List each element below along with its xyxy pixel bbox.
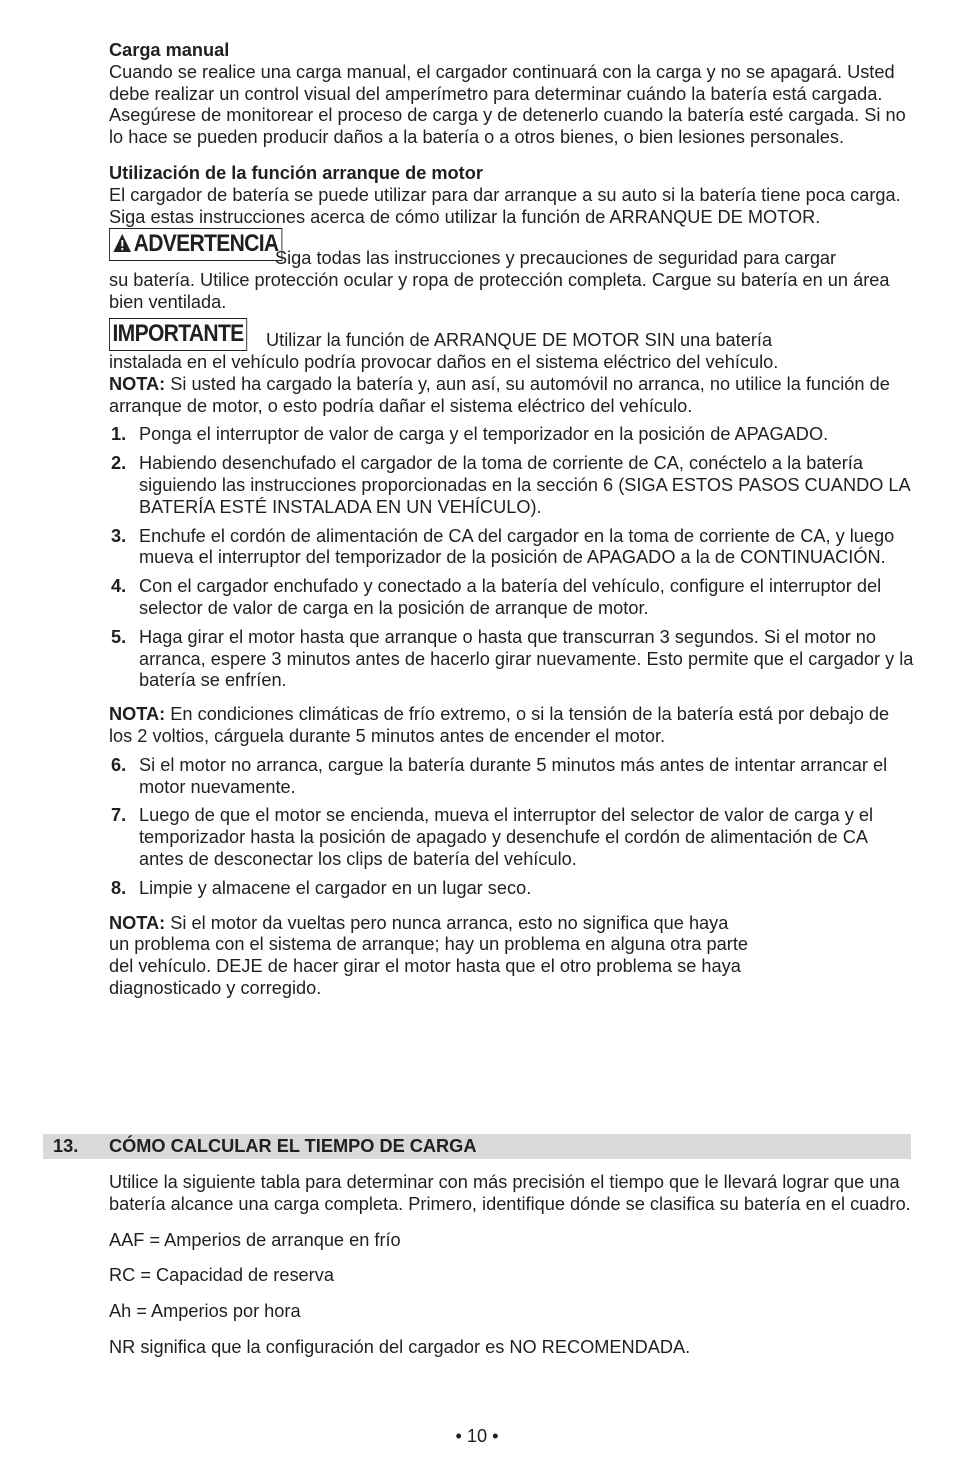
note-2-label: NOTA:: [109, 704, 166, 725]
step-number: 4.: [111, 576, 127, 597]
step-item: [109, 526, 915, 570]
important-label: IMPORTANTE: [109, 318, 247, 351]
step-text: Habiendo desenchufado el cargador de la toma de corriente de CA, conéctelo a la batería siguiendo las instrucciones proporcionadas en la sección 6 (SIGA ESTOS PASOS CUANDO LA BATERÍA ESTÉ INSTALADA EN UN VEHÍCULO).: [139, 453, 910, 517]
manual-charge-body: Cuando se realice una carga manual, el cargador continuará con la carga y no se apagará. Usted debe realizar un control visual del amperímetro para determinar cuándo la batería está cargada. Asegúrese de monitorear el proceso de carga y de detenerlo cuando la batería esté cargada. Si no lo hace se pueden producir daños a la batería o a otros bienes, o bien lesiones personales.: [109, 61, 906, 148]
step-number: 1.: [111, 424, 127, 445]
warning-label-box: [109, 228, 282, 261]
main-content: [109, 40, 915, 1000]
step-item: [109, 453, 915, 518]
definition-item: AAF = Amperios de arranque en frío: [109, 1229, 401, 1250]
step-number: 7.: [111, 805, 127, 826]
note-1-label: NOTA:: [109, 373, 166, 394]
step-item: [109, 576, 915, 620]
warning-block: [109, 228, 915, 314]
definition-item: NR significa que la configuración del cargador es NO RECOMENDADA.: [109, 1336, 691, 1357]
section-13-title: CÓMO CALCULAR EL TIEMPO DE CARGA: [109, 1136, 477, 1156]
step-number: 6.: [111, 754, 127, 775]
note-2-text: En condiciones climáticas de frío extremo, o si la tensión de la batería está por debajo de los 2 voltios, cárguela durante 5 minutos antes de encender el motor.: [109, 704, 890, 746]
note-3-line-2: un problema con el sistema de arranque; hay un problema en alguna otra parte: [109, 934, 748, 955]
important-first-line: Utilizar la función de ARRANQUE DE MOTOR SIN una batería: [266, 329, 773, 350]
important-block: [109, 318, 915, 417]
step-number: 5.: [111, 626, 127, 647]
manual-charge-section: [109, 40, 915, 149]
engine-start-heading: Utilización de la función arranque de motor: [109, 162, 483, 183]
step-item: [109, 805, 915, 870]
step-text: Si el motor no arranca, cargue la batería durante 5 minutos más antes de intentar arrancar el motor nuevamente.: [139, 754, 888, 797]
warning-label: ADVERTENCIA: [133, 230, 279, 258]
note-3-line-3: del vehículo. DEJE de hacer girar el motor hasta que el otro problema se haya: [109, 956, 741, 977]
step-item: [109, 424, 915, 446]
note-3-line-4: diagnosticado y corregido.: [109, 977, 322, 998]
step-text: Limpie y almacene el cargador en un lugar seco.: [139, 877, 532, 898]
step-item: [109, 627, 915, 692]
warning-first-line: Siga todas las instrucciones y precauciones de seguridad para cargar: [275, 248, 837, 269]
warning-triangle-icon: [113, 231, 132, 251]
step-text: Luego de que el motor se encienda, mueva el interruptor del selector de valor de carga y el temporizador hasta la posición de apagado y desenchufe el cordón de alimentación de CA antes de desconectar los clips de batería del vehículo.: [139, 805, 874, 869]
step-text: Ponga el interruptor de valor de carga y el temporizador en la posición de APAGADO.: [139, 424, 829, 445]
step-number: 3.: [111, 525, 127, 546]
section-13-number: 13.: [53, 1136, 79, 1156]
note-3: [109, 913, 915, 1000]
step-text: Con el cargador enchufado y conectado a la batería del vehículo, configure el interruptor del selector de valor de carga en la posición de arranque de motor.: [139, 576, 882, 618]
step-item: [109, 755, 915, 799]
section-13-content: [109, 1172, 915, 1359]
note-1-text: Si usted ha cargado la batería y, aun así, su automóvil no arranca, no utilice la función de arranque de motor, o esto podría dañar el sistema eléctrico del vehículo.: [109, 373, 890, 416]
manual-charge-heading: Carga manual: [109, 40, 230, 60]
note-3-label: NOTA:: [109, 912, 166, 933]
definition-item: Ah = Amperios por hora: [109, 1301, 301, 1322]
section-13-intro: Utilice la siguiente tabla para determinar con más precisión el tiempo que le llevará lograr que una batería alcance una carga completa. Primero, identifique dónde se clasifica su batería en el cuadro.: [109, 1172, 911, 1214]
important-text: instalada en el vehículo podría provocar daños en el sistema eléctrico del vehículo.: [109, 351, 779, 372]
definition-item: RC = Capacidad de reserva: [109, 1265, 334, 1286]
step-number: 2.: [111, 453, 127, 474]
engine-start-body: El cargador de batería se puede utilizar para dar arranque a su auto si la batería tiene poca carga. Siga estas instrucciones acerca de cómo utilizar la función de ARRANQUE DE MOTOR.: [109, 184, 901, 227]
page-number: • 10 •: [455, 1426, 499, 1446]
steps-list-a: [109, 424, 915, 692]
note-1: [109, 374, 915, 418]
section-13-header: [43, 1134, 911, 1159]
note-3-line-1: Si el motor da vueltas pero nunca arranca, esto no significa que haya: [170, 912, 729, 933]
step-item: [109, 878, 915, 900]
engine-start-section: [109, 163, 915, 228]
warning-text: su batería. Utilice protección ocular y ropa de protección completa. Cargue su batería en un área bien ventilada.: [109, 270, 890, 313]
step-number: 8.: [111, 877, 127, 898]
step-text: Enchufe el cordón de alimentación de CA del cargador en la toma de corriente de CA, y luego mueva el interruptor del temporizador de la posición de APAGADO a la de CONTINUACIÓN.: [139, 525, 895, 568]
steps-list-b: [109, 755, 915, 900]
note-2: [109, 704, 915, 748]
step-text: Haga girar el motor hasta que arranque o hasta que transcurran 3 segundos. Si el motor no arranca, espere 3 minutos antes de hacerlo girar nuevamente. Esto permite que el cargador y la batería se enfríen.: [139, 626, 914, 691]
